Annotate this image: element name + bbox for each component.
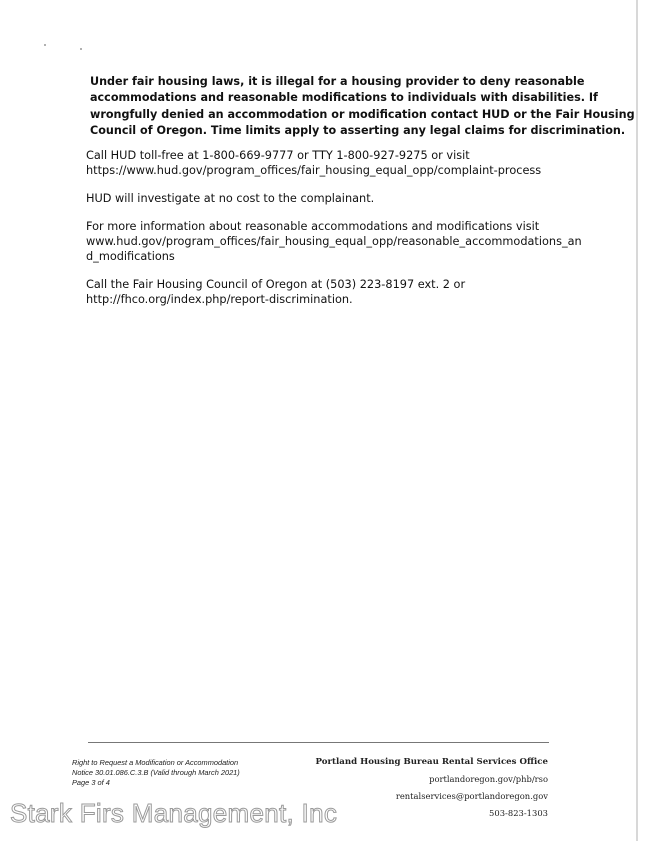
footer-website: portlandoregon.gov/phb/rso [429, 774, 548, 784]
footer-divider [88, 742, 549, 743]
fair-housing-notice [90, 74, 635, 140]
footer-doc-number: Notice 30.01.086.C.3.B (Valid through March 2021) [72, 768, 240, 778]
hud-investigate-note: HUD will investigate at no cost to the complainant. [86, 192, 375, 205]
scan-speck [80, 48, 82, 50]
footer-phone: 503-823-1303 [489, 808, 548, 818]
hud-complaint-url: https://www.hud.gov/program_offices/fair_housing_equal_opp/complaint-process [86, 164, 542, 178]
footer-page-number: Page 3 of 4 [72, 778, 110, 788]
notice-line: Under fair housing laws, it is illegal for a housing provider to deny reasonable [90, 75, 585, 88]
footer-email: rentalservices@portlandoregon.gov [395, 791, 548, 801]
scan-speck [44, 44, 46, 46]
watermark-text: Stark Firs Management, Inc [10, 798, 338, 828]
more-info-url-cont: d_modifications [86, 250, 175, 264]
footer-doc-title: Right to Request a Modification or Accommodation [72, 758, 239, 767]
notice-line: wrongfully denied an accommodation or modification contact HUD or the Fair Housing [90, 107, 635, 121]
hud-phone-line: Call HUD toll-free at 1-800-669-9777 or TTY 1-800-927-9275 or visit [86, 149, 470, 162]
fhco-phone-line: Call the Fair Housing Council of Oregon at (503) 223-8197 ext. 2 or [86, 278, 466, 291]
more-info-line: For more information about reasonable accommodations and modifications visit [86, 220, 540, 233]
footer-office-info [316, 754, 548, 822]
page-edge [636, 0, 638, 841]
footer-office-name: Portland Housing Bureau Rental Services Office [315, 757, 548, 767]
notice-line: Council of Oregon. Time limits apply to asserting any legal claims for discrimination. [90, 124, 626, 138]
more-info-url: www.hud.gov/program_offices/fair_housing_equal_opp/reasonable_accommodations_an [86, 235, 582, 249]
footer-notice-info [72, 758, 240, 789]
notice-line: accommodations and reasonable modifications to individuals with disabilities. If [90, 91, 598, 105]
fhco-url: http://fhco.org/index.php/report-discrimination. [86, 293, 353, 307]
fhco-contact [86, 277, 465, 307]
hud-contact [86, 148, 541, 178]
more-info [86, 219, 582, 265]
